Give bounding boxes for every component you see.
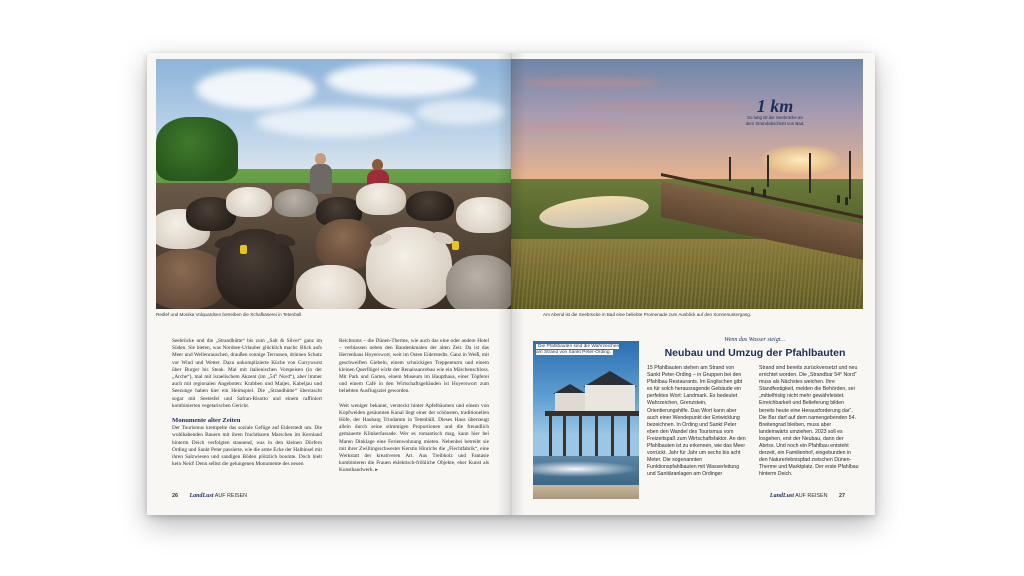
photo-caption-right: Am Abend ist die Seebrücke in Bad eine beliebte Promenade zum Ausblick auf den Sonnenuntergang.: [543, 312, 752, 317]
folio-left: [172, 493, 247, 499]
article-column-2: [339, 338, 489, 482]
headline: Neubau und Umzug der Pfahlbauten: [664, 347, 846, 359]
continue-arrow-icon: ▸: [375, 467, 378, 474]
paragraph: Seebrücke und die „Strandhütte“ bis zum „Salt & Silver“ ganz im Süden. Sie bieten, was Nordsee-Urlauber glücklich macht: Blick aufs Meer und Wellenrauschen, draußen sonnige Terrassen, drinnen Schutz vor Wind und Wetter. Dazu unkomplizierte Küche von Currywurst über Burger bis Steak. Mal mit italienischen Vorspeisen (in der „Arche“), mal mit israelischem Akzent (im „54° Nord“), aber immer auch mit regionalen Angeboten: Krabben und Matjes, Kabeljau und Seezunge haben hier ein Heimspiel. Die „Strandhütte“ überrascht sogar mit Seetesfel und Safran-Risotto und einem raffiniert kombinierten vegetarischen Gericht.: [172, 338, 322, 409]
right-page: [511, 53, 875, 515]
pier-sunset-photo: [511, 59, 863, 309]
folio-right: [770, 493, 845, 499]
page-number: 27: [839, 493, 845, 499]
section-heading: Monumente alter Zeiten: [172, 417, 241, 425]
stat-callout: [745, 97, 805, 126]
photo-caption-left: Redlef und Monika Volquardsen betreiben die Schafkäserei in Tetenbüll.: [156, 312, 303, 317]
stat-value: 1 km: [756, 96, 794, 116]
paragraph: Der Tourismus krempelte das soziale Gefüge auf Eiderstedt um. Die wohlhabenden Bauern mit ihren fruchtbaren Marschen im Kernland hinterm Deich verfolgten staunend, was in den kleinen Dörfern Ording und Sankt Peter passierte, wie die arme Ecke der Halbinsel mit ihren Salzwiesen und sandigen Böden plötzlich boomte. Doch hielt kein Neid! Denn selbst die gelungenen Monumente des neuen: [172, 425, 322, 468]
paragraph: Weit weniger bekannt, versteckt hinter Apfelbäumen und einem von Kopfweiden gesäumten Kanal liegt einer der schönsten, traditionellen Höfe, der Haubarg Trindamm in Tetenbüll. Dieses Haus überzeugt allein durch seine stimmigen Proportionen und die freundlich gemauerte Klinkerfassade. Wer es romantisch mag, kann hier bei Maren Dinklage eine Ferienwohnung mieten. Nebenbei betreibt sie mit ihrer Zwillingsschwester Kerstin Hinrichs die „Flechtfabrik“, eine Werkstatt der kreativeren Art. Aus Treibholz und Fantasie kombinieren die Frauen eklektisch-fröhliche Objekte, eher Kunst als Kunsthandwerk. ▸: [339, 402, 489, 474]
article-column-1: [172, 338, 322, 475]
section-label: AUF REISEN: [214, 493, 248, 499]
sidebar-column-2: Strand sind bereits zurückversetzt und neu errichtet worden. Die „Strandbar 54° Nord“ muss als Nächstes weichen. Ihre Standfestigkeit, melden die Behörden, sei „mittelfristig nicht mehr gewährleistet. Erreichbarkeit und Belieferung bilden bereits heute eine Herausforderung dar“. Die Bar darf auf dem namengebenden 54. Breitengrad bleiben, muss aber landeinwärts umziehen. 2023 soll es losgehen, erst der Neubau, dann der Abriss. Und noch ein Pfahlbau entsteht derzeit, ein Familienhof, eingebunden in den Naturerlebnispfad zwischen Dünen-Therme und Marktplatz. Der erste Pfahlbau hinterm Deich.: [759, 365, 859, 478]
section-label: AUF REISEN: [795, 493, 828, 499]
open-magazine: [147, 53, 875, 515]
sheep-farm-photo: [156, 59, 511, 309]
article-body-left: [172, 338, 492, 498]
page-number: 26: [172, 493, 178, 499]
left-page: [147, 53, 511, 515]
brand-logo: LandLust: [769, 493, 794, 499]
kicker: Wenn das Wasser steigt…: [724, 337, 786, 343]
brand-logo: LandLust: [189, 493, 214, 499]
stilt-house-photo: [533, 341, 639, 499]
paragraph: Reichtums – die Dünen-Therme, wie auch das eine oder andere Hotel – verblassen neben den Baudenkmalen der alten Zeit. Da ist das Herrenhaus Hoyerswort, weit im Osten Eiderstedts. Ganz in Weiß, mit geschweiften Giebeln, einem schnickigen Treppenturm und einem kleinen Querflügel wirkt der Renaissancebau wie ein Märchenschloss. Mit Park und Garten, einem Museum im Haupthaus, einer Töpferei und einem Café in den Wirtschaftsgebäuden ist Hoyerswort zum beliebten Ausflugsziel geworden.: [339, 338, 489, 395]
stat-text: So lang ist die Seebrücke an dem Strandabschnitt von Bad.: [745, 115, 805, 126]
sidebar-column-1: 15 Pfahlbauten stehen am Strand von Sankt Peter-Ording – in Gruppen bei den Pfahlbau Restaurants. Im Englischen gibt es für solch herausragende Gebäude ein perfektes Wort: Landmark. Es bedeutet Wahrzeichen, Grenzstein, Orientierungshilfe. Das Wort kann aber auch einer Wendepunkt der Entwicklung bezeichnen. In Ording und Sankt Peter eben den Wandel des Tourismus vom Freizeitspaß zum Wirtschaftsfaktor. An den Pfahlbauten ist zu erkennen, wie das Meer vorrückt. Jahr für Jahr um sechs bis acht Meter. Die sogenannten Funktionspfahlbauten mit Wasserleitung und Sanitäranlagen am Ordinger: [647, 365, 746, 478]
inset-caption: Die Pfahlbauten sind die Wahrzeichen am Strand von Sankt Peter-Ording.: [536, 344, 620, 355]
